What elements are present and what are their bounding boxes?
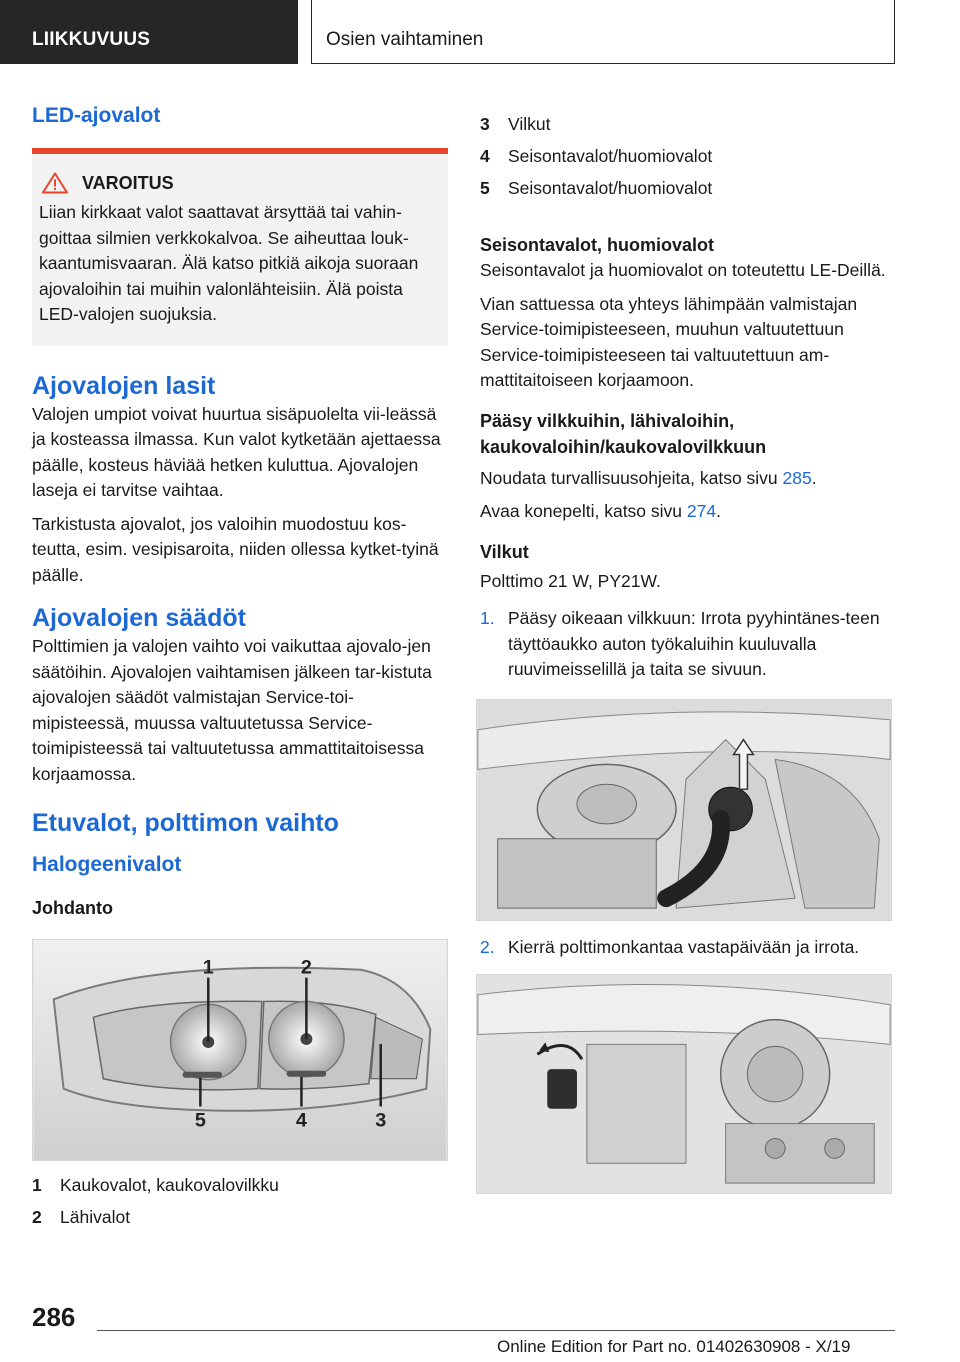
parking-paragraph-2: Vian sattuessa ota yhteys lähimpään valmistajan Service-toimipisteeseen, muuhun valtuutettuun Service-toimipisteeseen tai valtuutettuun am-mattitaitoiseen korjaamoon. xyxy=(480,293,858,390)
legend-text: Kaukovalot, kaukovalovilkku xyxy=(60,1175,279,1195)
parking-lights-heading: Seisontavalot, huomiovalot xyxy=(480,235,715,255)
footer-edition: Online Edition for Part no. 01402630908 - X/19 xyxy=(497,1337,851,1356)
header-subsection: Osien vaihtaminen xyxy=(311,0,895,64)
legend-number: 1 xyxy=(32,1175,42,1195)
image-callout-3: 3 xyxy=(375,1109,387,1132)
legend-text: Lähivalot xyxy=(60,1207,131,1227)
step-text: Kierrä polttimonkantaa vastapäivään ja irrota. xyxy=(508,936,860,957)
legend-text: Seisontavalot/huomiovalot xyxy=(508,178,713,198)
step-text: Pääsy oikeaan vilkkuun: Irrota pyyhintänes-teen täyttöaukko auton työkaluihin kuuluvalla ruuvimeisselillä ja taita se sivuun. xyxy=(508,608,880,679)
lenses-heading: Ajovalojen lasit xyxy=(32,371,216,400)
step-item xyxy=(480,935,892,961)
right-column xyxy=(480,108,892,1194)
access-text-2-end: . xyxy=(716,501,721,521)
turn-signal-heading: Vilkut xyxy=(480,541,529,562)
legend-text: Vilkut xyxy=(508,114,551,134)
warning-text: Liian kirkkaat valot saattavat ärsyttää tai vahin-goittaa silmien verkkokalvoa. Se aiheuttaa louk-kaantumisvaaran. Älä katso pitkiä aikoja suoraan ajovaloihin tai muihin valonlähteisiin. Älä poista LED-valojen suojuksia. xyxy=(39,202,419,324)
settings-heading: Ajovalojen säädöt xyxy=(32,604,246,632)
legend-item xyxy=(480,108,892,140)
legend-item xyxy=(32,1201,448,1233)
warning-header xyxy=(39,172,440,194)
access-text-1: Noudata turvallisuusohjeita, katso sivu xyxy=(480,467,783,488)
warning-triangle-icon xyxy=(42,172,68,194)
front-lights-heading: Etuvalot, polttimon vaihto xyxy=(32,809,339,837)
settings-paragraph: Polttimien ja valojen vaihto voi vaikuttaa ajovalo-jen säätöihin. Ajovalojen vaihtamisen jälkeen tar-kistuta ajovalojen säädöt valmistajan Service-toi-mipisteessä, muussa valtuutetussa Service-toimipisteessä tai valtuutetussa ammattitaitoisessa korjaamossa. xyxy=(32,636,432,784)
access-text-2: Avaa konepelti, katso sivu xyxy=(480,501,687,521)
footer-divider xyxy=(97,1330,895,1331)
access-heading: Pääsy vilkkuihin, lähivaloihin, kaukovaloihin/kaukovalovilkkuun xyxy=(480,410,767,457)
engine-bay-image xyxy=(476,699,892,921)
header-section: LIIKKUVUUS xyxy=(0,0,298,64)
page-link-274[interactable]: 274 xyxy=(686,501,717,521)
legend-list-left xyxy=(32,1169,448,1233)
step-number: 1. xyxy=(480,608,495,628)
access-paragraph-2 xyxy=(480,499,892,525)
led-headlights-heading: LED-ajovalot xyxy=(32,104,161,127)
lenses-paragraph-1: Valojen umpiot voivat huurtua sisäpuolelta vii-leässä ja kosteassa ilmassa. Kun valot kytketään ajettaessa päälle, kosteus häviää hetken kuluttua. Ajovalojen laseja ei tarvitse vaihtaa. xyxy=(32,403,441,500)
warning-box xyxy=(32,148,448,346)
page-link-285[interactable]: 285 xyxy=(782,467,812,488)
legend-item xyxy=(32,1169,448,1201)
access-text-1-end: . xyxy=(811,467,817,488)
legend-text: Seisontavalot/huomiovalot xyxy=(508,146,713,166)
legend-list-right xyxy=(480,108,892,204)
legend-item xyxy=(480,172,892,204)
warning-title: VAROITUS xyxy=(82,172,174,193)
bulb-socket-image xyxy=(476,974,892,1194)
image-callout-2: 2 xyxy=(300,956,312,979)
step-number: 2. xyxy=(480,936,495,957)
left-column xyxy=(32,96,448,1233)
headlight-overview-image xyxy=(32,939,448,1161)
image-callout-4: 4 xyxy=(295,1109,307,1132)
page-number: 286 xyxy=(32,1302,76,1332)
intro-heading: Johdanto xyxy=(32,898,113,918)
image-callout-5: 5 xyxy=(194,1109,206,1132)
access-paragraph-1 xyxy=(480,466,892,492)
halogen-heading: Halogeenivalot xyxy=(32,853,182,876)
legend-number: 2 xyxy=(32,1207,42,1227)
turn-signal-paragraph: Polttimo 21 W, PY21W. xyxy=(480,570,661,591)
image-callout-1: 1 xyxy=(202,956,214,979)
parking-paragraph-1: Seisontavalot ja huomiovalot on toteutettu LE-Deillä. xyxy=(480,260,886,280)
legend-number: 3 xyxy=(480,114,490,134)
legend-number: 5 xyxy=(480,178,490,198)
step-item xyxy=(480,606,892,683)
lenses-paragraph-2: Tarkistusta ajovalot, jos valoihin muodostuu kos-teutta, esim. vesipisaroita, niiden ollessa kytket-tyinä päälle. xyxy=(32,513,439,585)
legend-number: 4 xyxy=(480,146,490,166)
legend-item xyxy=(480,140,892,172)
